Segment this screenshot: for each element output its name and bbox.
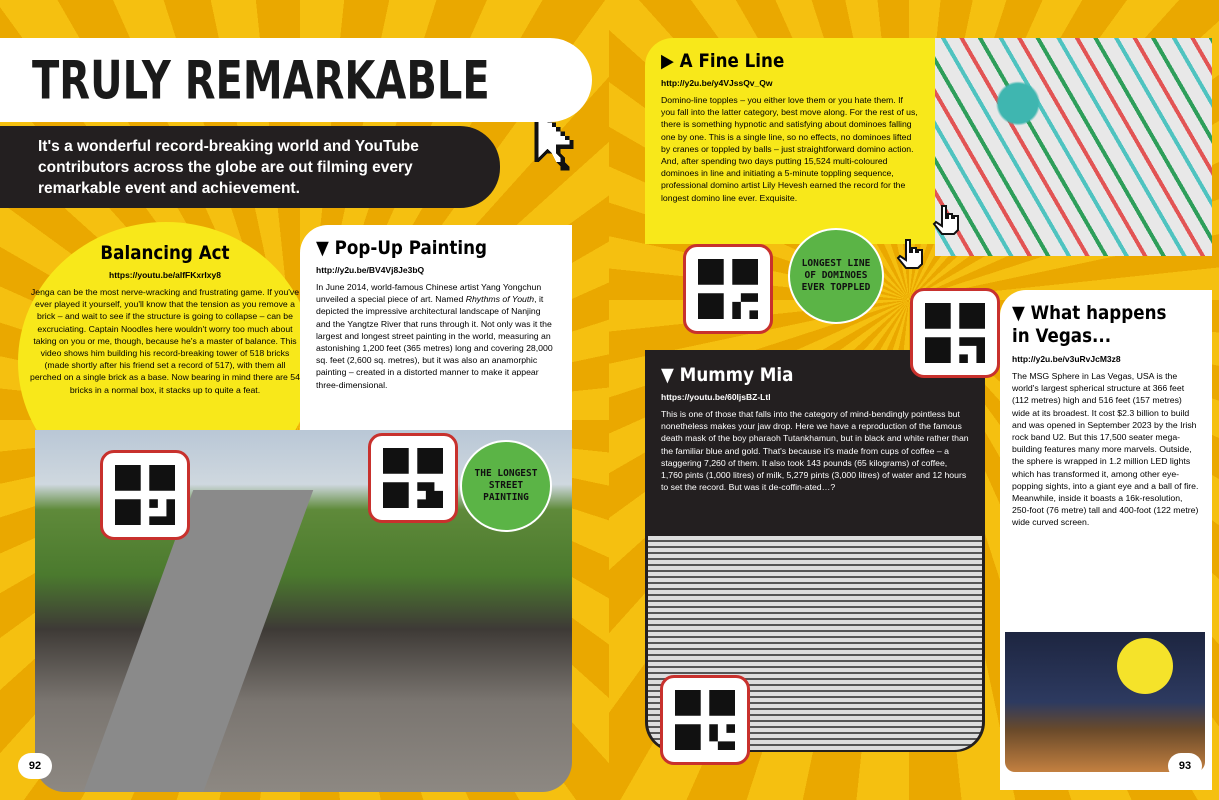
intro-text: It's a wonderful record-breaking world and YouTube contributors across the globe are out filming every remarkable event and achievement. xyxy=(0,126,500,208)
qr-code-pop-up[interactable] xyxy=(368,433,458,523)
article-title: ▼ Pop-Up Painting xyxy=(316,237,488,259)
page-number-right: 93 xyxy=(1168,753,1202,779)
qr-code-balancing[interactable] xyxy=(100,450,190,540)
article-title: ▼ What happens in Vegas... xyxy=(1012,302,1167,347)
article-url[interactable]: http://y2u.be/y4VJssQv_Qw xyxy=(661,78,773,88)
article-url[interactable]: https://youtu.be/60ljsBZ-Ltl xyxy=(661,392,771,402)
qr-code-icon xyxy=(383,448,443,508)
article-a-fine-line xyxy=(645,38,935,244)
article-body: This is one of those that falls into the category of mind-bendingly pointless but nonetheless makes your jaw drop. Here we have a reproduction of the famous death mask of the boy pharaoh Tutankhamun, but in black and white rather than the familiar blue and gold. That's because it's made from cups of coffee – a staggering 7,260 of them. It also took 143 pounds (65 kilograms) of coffee, 1,760 pints (1,000 litres) of milk, 5,279 pints (3,000 litres) of water and 12 hours to set the record. But was it de-coffin-ated…? xyxy=(661,409,969,493)
article-body: The MSG Sphere in Las Vegas, USA is the world's largest spherical structure at 366 feet (112 metres) high and 516 feet (157 metres) wide at its broadest. It cost $2.3 billion to build and was opened in September 2023 by the Irish rock band U2. But this 17,500 seater mega-building features many more marvels. Outside, the sphere is wrapped in 1.2 million LED lights which has transformed it, among other eye-popping sights, into a giant eye and a ball of fire. Meanwhile, inside it boasts a 16k-resolution, 250-foot (76 metre) tall and 400-foot (122 metre) wide curved screen. xyxy=(1012,371,1199,528)
artwork-title: Rhythms of Youth xyxy=(465,294,535,305)
article-title: ▶ A Fine Line xyxy=(661,50,785,72)
qr-code-vegas[interactable] xyxy=(910,288,1000,378)
article-body xyxy=(316,281,556,391)
page-title: TRULY REMARKABLE xyxy=(32,50,490,111)
qr-code-fine-line[interactable] xyxy=(683,244,773,334)
qr-code-mummy[interactable] xyxy=(660,675,750,765)
record-badge-dominoes: LONGEST LINE OF DOMINOES EVER TOPPLED xyxy=(788,228,884,324)
qr-code-icon xyxy=(115,465,175,525)
article-title: ▼ Mummy Mia xyxy=(661,364,794,386)
page-number-left: 92 xyxy=(18,753,52,779)
article-url[interactable]: https://youtu.be/alfFKxrIxy8 xyxy=(109,270,221,280)
article-body: Jenga can be the most nerve-wracking and frustrating game. If you've ever played it yourself, you'll know that the tension as you remove a brick – and wait to see if the structure is going to collapse – can be excruciating. Captain Noodles here wouldn't worry too much about taking on you or me, though, because he's a master of balance. This video shows him building his record-breaking tower of 518 bricks (made shortly after his friend set a record of 517), with them all perched on a single brick as a base. Now bearing in mind there are 54 bricks in a normal box, it stacks up to quite a feat. xyxy=(30,287,300,395)
qr-code-icon xyxy=(925,303,985,363)
qr-code-icon xyxy=(698,259,758,319)
msg-sphere-photo xyxy=(1005,632,1205,772)
title-banner xyxy=(0,38,592,122)
article-url[interactable]: http://y2u.be/v3uRvJcM3z8 xyxy=(1012,354,1121,364)
qr-code-icon xyxy=(675,690,735,750)
body-text: , it depicted the impressive architectural landscape of Nanjing and the Yangtze River that runs through it. Not only was it the largest and longest street painting in the world, measuring an astonishing 1,200 feet (365 metres) long and covering 28,000 sq. feet (2,600 sq. metres), but it was also an anamorphic painting – created in a distorted manner to make it appear three-dimensional. xyxy=(316,294,553,390)
article-pop-up-painting xyxy=(300,225,572,430)
article-title: Balancing Act xyxy=(100,242,230,264)
hand-cursor-icon xyxy=(894,238,926,270)
article-url[interactable]: http://y2u.be/BV4Vj8Je3bQ xyxy=(316,265,425,275)
dominoes-photo xyxy=(935,38,1212,256)
article-body: Domino-line topples – you either love them or you hate them. If you fall into the latter category, best move along. For the rest of us, there is something hypnotic and satisfying about dominoes falling one by one. This is a single line, so no effects, no dominoes lifted by cranes or toppled by balls – just straightforward domino action. And, after spending two days putting 15,524 multi-coloured dominoes in line and initiating a 5-minute toppling sequence, professional domino artist Lily Hevesh earned the record for the longest domino line ever. Exquisite. xyxy=(661,95,918,203)
article-balancing-act xyxy=(20,242,310,396)
body-text: In June 2014, world-famous Chinese artist Yang Yongchun unveiled a special piece of art. Named xyxy=(316,282,542,305)
record-badge-street-painting: THE LONGEST STREET PAINTING xyxy=(460,440,552,532)
hand-cursor-icon xyxy=(930,204,962,236)
